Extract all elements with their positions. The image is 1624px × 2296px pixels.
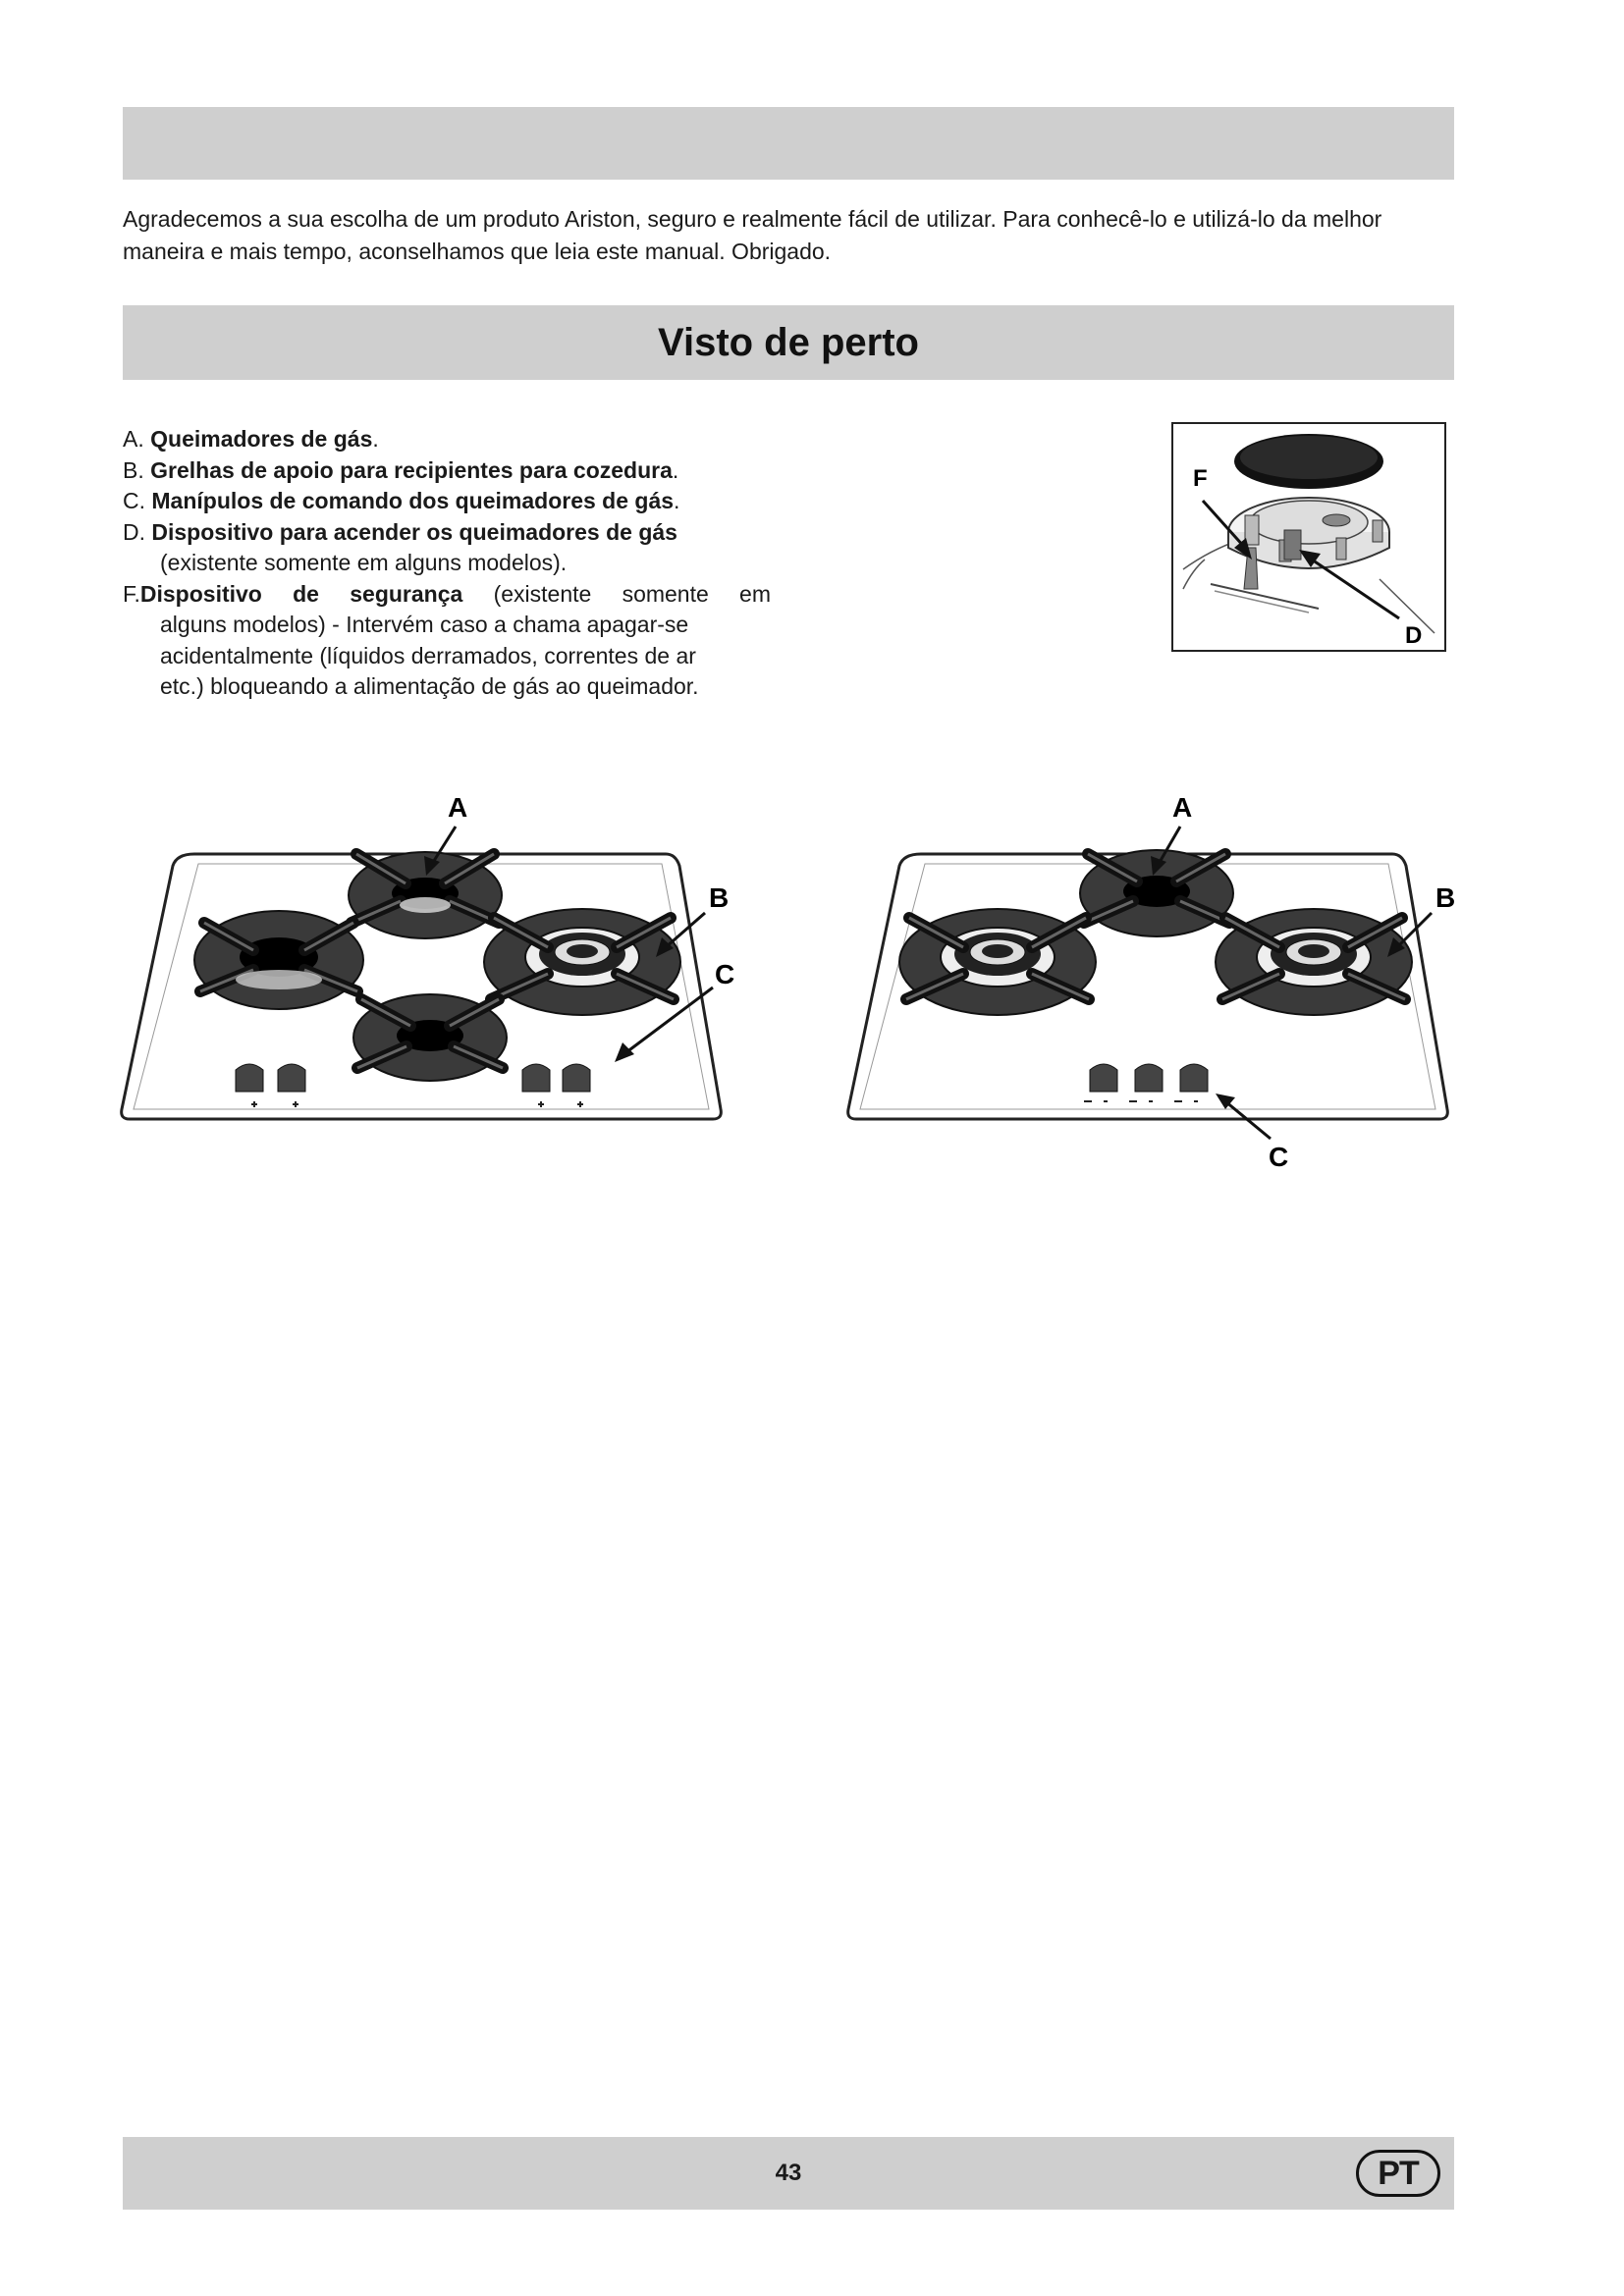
legend-label: Dispositivo de segurança — [139, 580, 463, 607]
legend-label: Dispositivo para acender os queimadores de gás — [151, 518, 677, 545]
label-b: B — [709, 882, 730, 913]
legend-end: . — [672, 456, 679, 483]
legend-text: acidentalmente (líquidos derramados, correntes de ar — [160, 642, 696, 668]
legend-letter: A. — [123, 426, 144, 452]
label-c: C — [715, 959, 735, 989]
language-badge: PT — [1356, 2150, 1440, 2197]
legend-item-a — [123, 424, 771, 455]
legend-label: Grelhas de apoio para recipientes para cozedura — [150, 456, 673, 483]
burner-left — [899, 909, 1096, 1015]
legend-label: Manípulos de comando dos queimadores de gás — [151, 488, 675, 513]
header-band — [123, 107, 1454, 180]
parts-legend — [123, 424, 771, 703]
footer-band — [123, 2137, 1454, 2210]
legend-note: (existente somente em alguns modelos). — [160, 550, 568, 575]
legend-end: . — [674, 488, 680, 513]
legend-f-line1 — [123, 579, 771, 611]
burner-detail-figure — [1171, 422, 1448, 654]
legend-letter: C. — [123, 488, 145, 513]
legend-end: . — [372, 426, 379, 452]
label-a: A — [1172, 792, 1193, 823]
legend-item-c — [123, 486, 771, 517]
legend-item-d — [123, 517, 771, 579]
legend-item-f — [123, 579, 771, 703]
burner-right — [1216, 909, 1412, 1015]
label-f: F — [1193, 465, 1208, 492]
label-d: D — [1405, 622, 1423, 649]
label-c: C — [1269, 1142, 1289, 1172]
legend-label: Queimadores de gás — [150, 426, 373, 452]
label-a: A — [448, 792, 468, 823]
intro-paragraph: Agradecemos a sua escolha de um produto Ariston, seguro e realmente fácil de utilizar. Para conhecê-lo e utilizá-lo da melhor maneira e mais tempo, aconselhamos que leia este manual. Obrigado. — [123, 206, 1382, 264]
label-b: B — [1435, 882, 1456, 913]
burner-right — [484, 909, 680, 1015]
legend-text: etc.) bloqueando a alimentação de gás ao queimador. — [160, 673, 699, 699]
hob-3-burner-figure — [842, 785, 1471, 1178]
section-title: Visto de perto — [658, 320, 919, 364]
legend-text: (existente somente em — [493, 580, 772, 607]
legend-letter: D. — [123, 518, 145, 545]
legend-letter: B. — [123, 456, 144, 483]
burner-left — [194, 911, 363, 1009]
burner-bottom — [353, 994, 507, 1081]
hob-4-burner-figure — [116, 785, 744, 1139]
page-number: 43 — [775, 2160, 802, 2186]
section-header — [123, 305, 1454, 380]
legend-text: alguns modelos) - Intervém caso a chama apagar-se — [160, 612, 689, 637]
legend-item-b — [123, 455, 771, 487]
legend-letter: F. — [123, 580, 140, 607]
